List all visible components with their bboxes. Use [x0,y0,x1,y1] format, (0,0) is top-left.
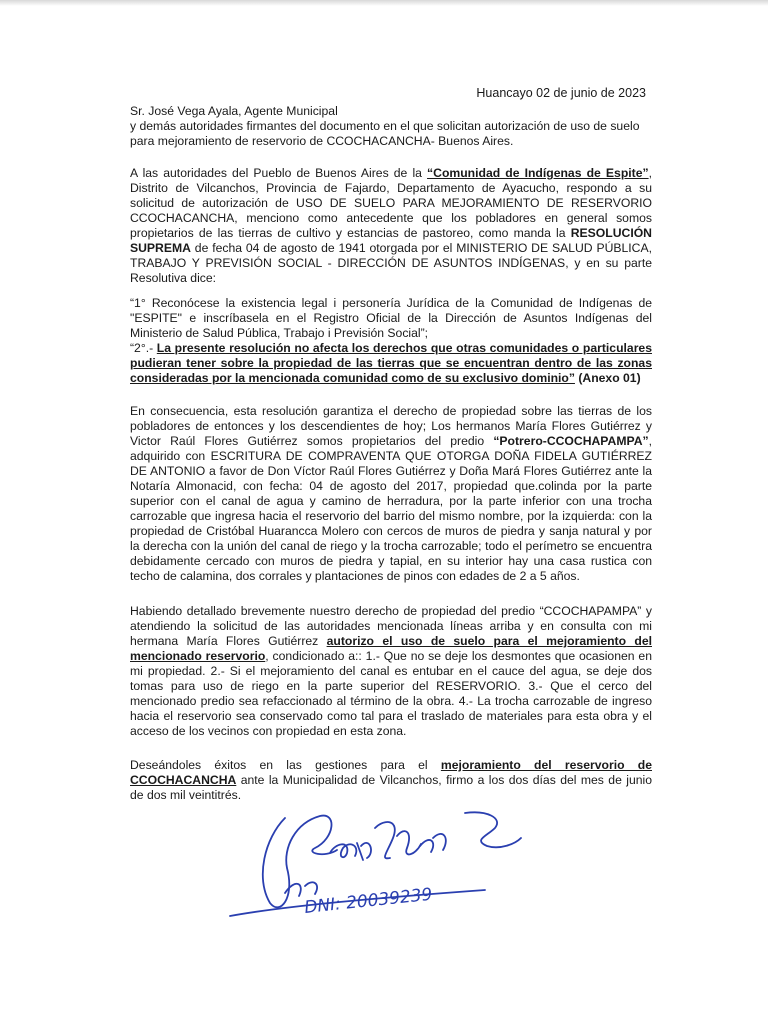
authorization-statement: autorizo el uso de suelo para el mejoramiento del mencionado reservorio [130,634,652,663]
resolucion-suprema: RESOLUCIÓN SUPREMA [130,226,652,255]
addressee-line-2: y demás autoridades firmantes del documento en el que solicitan autorización de uso de suelo [130,119,640,133]
community-name: “Comunidad de Indígenas de Espite” [427,166,649,180]
p4-text-c: , condicionado a:: 1.- Que no se deje los desmontes que ocasionen en mi propiedad. 2.- Si el mejoramiento del canal es entubar en el cauce del agua, se deje dos tomas para uso de riego en la parte superior del RESERVORIO. 3.- Que el cerco del mencionado predio sea refaccionado al término de la obra. 4.- La trocha carrozable de ingreso hacia el reservorio sea conservado como tal para el traslado de materiales para esta obra y el acceso de los vecinos con propiedad en esta zona. [130,649,652,738]
property-name: “Potrero-CCOCHAPAMPA” [493,434,649,448]
scan-edge-shadow [0,0,768,6]
addressee-block [130,104,652,149]
p3-text-a: En consecuencia, esta resolución garantiza el derecho de propiedad sobre las tierras de los pobladores de entonces y los descendientes de hoy; Los hermanos María Flores Gutiérrez y Victor Raúl Flores Gutiérrez somos propietarios del predio [130,404,652,448]
signature-drawing [225,798,545,928]
signature-dni-text: DNI: 20039239 [303,884,434,918]
handwritten-signature [225,798,545,928]
annex-reference: (Anexo 01) [574,371,641,385]
project-name: mejoramiento del reservorio de CCOCHACANCHA [130,758,652,787]
p5-text-c: ante la Municipalidad de Vilcanchos, firmo a los dos días del mes de junio de dos mil veintitrés. [130,773,652,802]
paragraph-closing [130,758,652,803]
paragraph-resolution-quote [130,296,652,386]
addressee-line-3: para mejoramiento de reservorio de CCOCHACANCHA- Buenos Aires. [130,134,514,148]
p1-text-c: , Distrito de Vilcanchos, Provincia de Fajardo, Departamento de Ayacucho, respondo a su solicitud de autorización de USO DE SUELO PARA MEJORAMIENTO DE RESERVORIO CCOCHACANCHA, menciono como antecedente que los pobladores en general somos propietarios de las tierras de cultivo y estancias de pastoreo, como manda la [130,166,652,240]
resolution-article-1: “1° Reconócese la existencia legal i personería Jurídica de la Comunidad de Indígenas de "ESPITE" e inscríbasela en el Registro Oficial de la Dirección de Asuntos Indígenas del Ministerio de Salud Pública, Trabajo i Previsión Social”; [130,296,652,340]
p3-text-c: , adquirido con ESCRITURA DE COMPRAVENTA QUE OTORGA DOÑA FIDELA GUTIÉRREZ DE ANTONIO a favor de Don Víctor Raúl Flores Gutiérrez y Doña Mará Flores Gutiérrez ante la Notaría Almonacid, con fecha: 04 de agosto del 2017, propiedad que.colinda por la parte superior con el canal de agua y camino de herradura, por la parte inferior con una trocha carrozable que ingresa hacia el reservorio del barrio del mismo nombre, por la izquierda: con la propiedad de Cristóbal Huarancca Molero con cercos de muros de piedra y sanja natural y por la derecha con la unión del canal de riego y la trocha carrozable; todo el perímetro se encuentra debidamente cercado con muros de piedra y tapial, en su interior hay una casa rustica con techo de calamina, dos corrales y plantaciones de pinos con edades de 2 a 5 años. [130,434,652,583]
document-date: Huancayo 02 de junio de 2023 [476,86,646,100]
paragraph-authorization [130,604,652,739]
paragraph-property [130,404,652,584]
p4-text-a: Habiendo detallado brevemente nuestro derecho de propiedad del predio “CCOCHAPAMPA” y atendiendo la solicitud de las autoridades mencionada líneas arriba y en consulta con mi hermana María Flores Gutiérrez [130,604,652,648]
p5-text-a: Deseándoles éxitos en las gestiones para el [130,758,441,772]
resolution-article-2-text: La presente resolución no afecta los derechos que otras comunidades o particulares pudieran tener sobre la propiedad de las tierras que se encuentran dentro de las zonas consideradas por la mencionada comunidad como de su exclusivo dominio” [130,341,652,385]
p1-text-e: de fecha 04 de agosto de 1941 otorgada por el MINISTERIO DE SALUD PÚBLICA, TRABAJO Y PREVISIÓN SOCIAL - DIRECCIÓN DE ASUNTOS INDÍGENAS, y en su parte Resolutiva dice: [130,241,652,285]
p1-text-a: A las autoridades del Pueblo de Buenos Aires de la [130,166,428,180]
resolution-article-2-label: “2°.- [130,341,157,355]
paragraph-intro [130,166,652,286]
addressee-line-1: Sr. José Vega Ayala, Agente Municipal [130,104,338,118]
